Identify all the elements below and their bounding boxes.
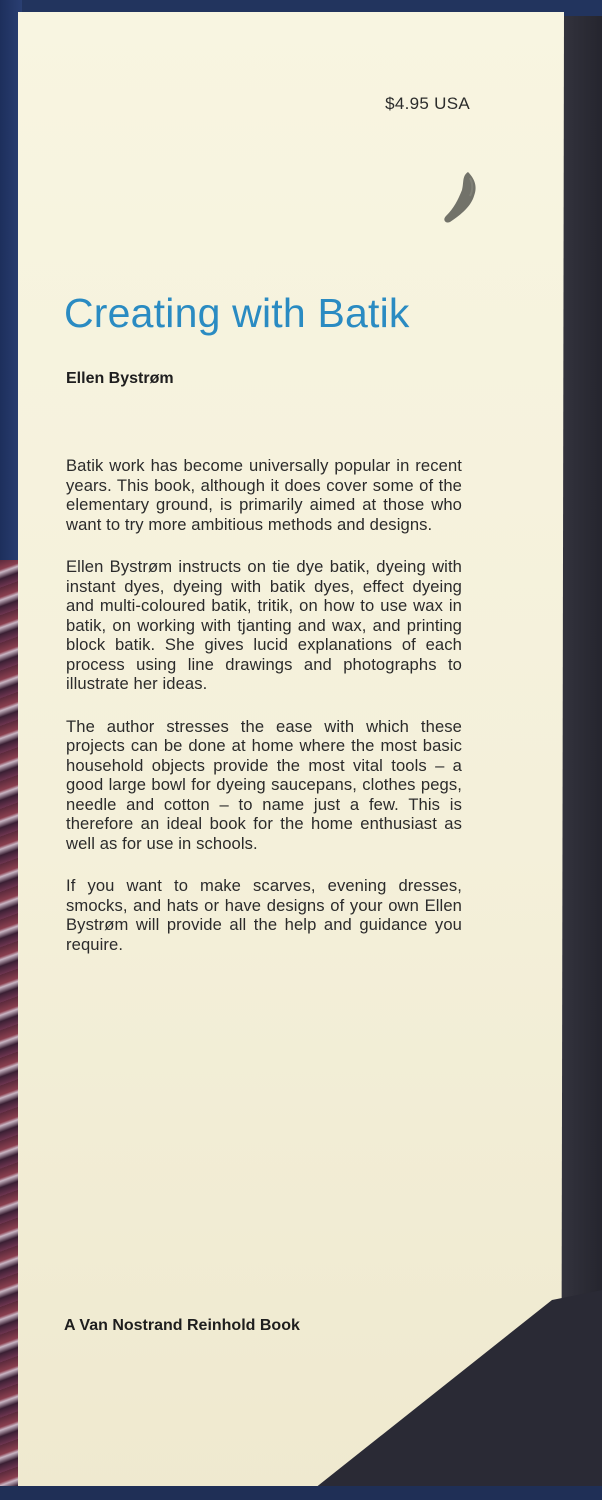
blurb-text [66, 456, 462, 977]
price-label: $4.95 USA [385, 94, 470, 113]
author-name: Ellen Bystrøm [66, 370, 174, 387]
paper-stain-mark [440, 168, 480, 228]
blurb-paragraph: If you want to make scarves, evening dresses, smocks, and hats or have designs of your own Ellen Bystrøm will provide all the help and guidance you require. [66, 876, 462, 954]
blurb-paragraph: The author stresses the ease with which these projects can be done at home where the most basic household objects provide the most vital tools – a good large bowl for dyeing saucepans, clothes pegs, needle and cotton – to name just a few. This is therefore an ideal book for the home enthusiast as well as for use in schools. [66, 716, 462, 853]
bottom-cover-band [0, 1486, 602, 1500]
publisher-line: A Van Nostrand Reinhold Book [64, 1317, 300, 1334]
blurb-paragraph: Ellen Bystrøm instructs on tie dye batik, dyeing with instant dyes, dyeing with batik dyes, effect dyeing and multi-coloured batik, tritik, on how to use wax in batik, on working with tjanting and wax, and printing block batik. She gives lucid explanations of each process using line drawings and photographs to illustrate her ideas. [66, 557, 462, 693]
blurb-paragraph: Batik work has become universally popular in recent years. This book, although it does cover some of the elementary ground, is primarily aimed at those who want to try more ambitious methods and designs. [66, 456, 462, 534]
book-title: Creating with Batik [64, 290, 410, 336]
